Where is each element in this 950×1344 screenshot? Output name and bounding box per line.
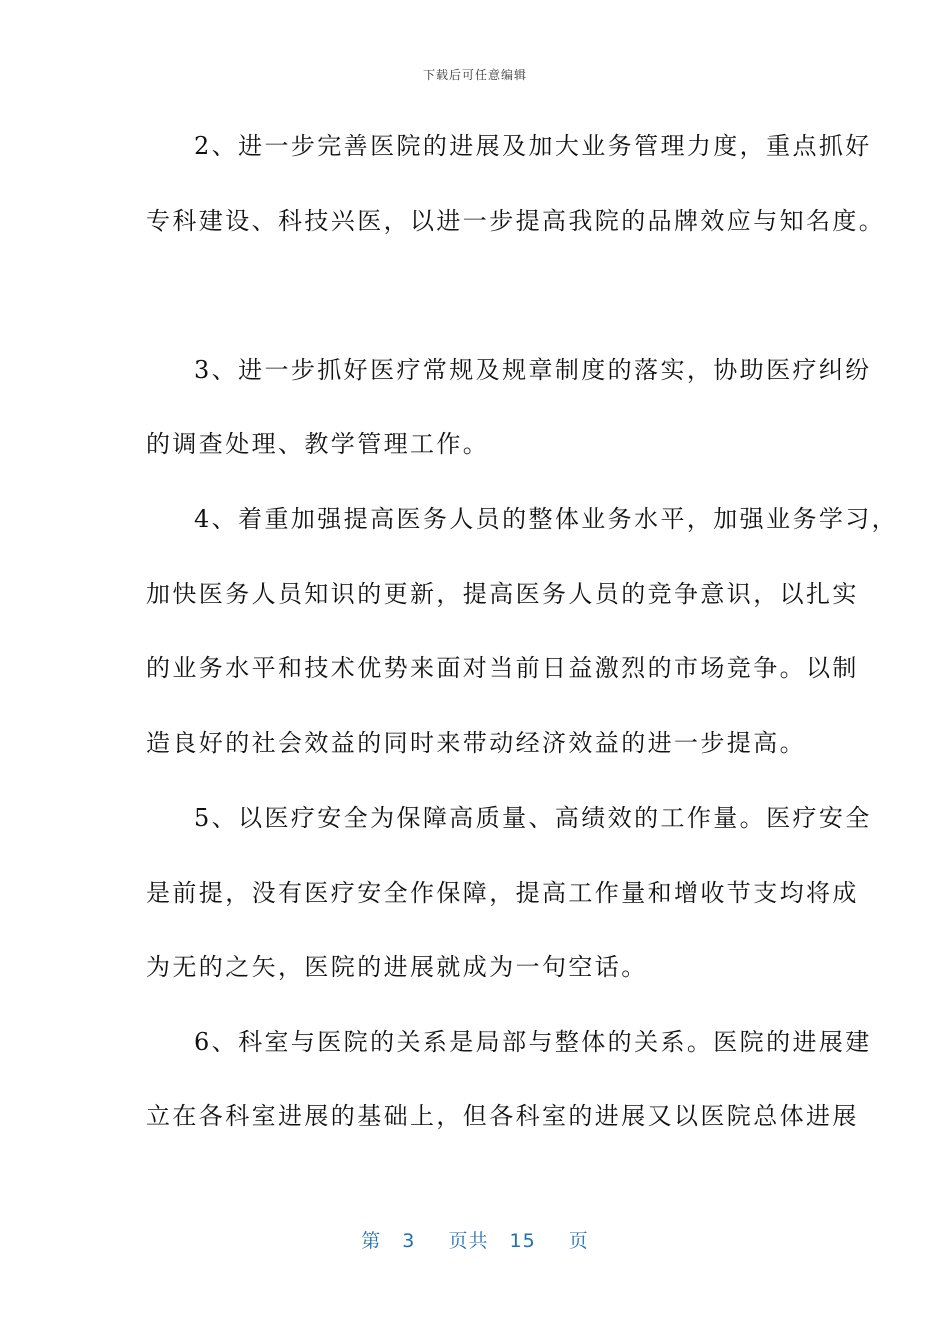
paragraph-4-line-1: 4、着重加强提高医务人员的整体业务水平，加强业务学习，	[194, 505, 899, 533]
paragraph-6-line-2: 立在各科室进展的基础上，但各科室的进展又以医院总体进展	[146, 1102, 859, 1130]
paragraph-4-line-4: 造良好的社会效益的同时来带动经济效益的进一步提高。	[146, 729, 806, 757]
paragraph-5-line-2: 是前提，没有医疗安全作保障，提高工作量和增收节支均将成	[146, 879, 859, 907]
current-page-number: 3	[402, 1230, 416, 1252]
page-prefix: 第	[361, 1230, 382, 1252]
page-footer	[0, 1226, 950, 1253]
paragraph-2-line-2: 专科建设、科技兴医，以进一步提高我院的品牌效应与知名度。	[146, 207, 886, 235]
paragraph-6-line-1: 6、科室与医院的关系是局部与整体的关系。医院的进展建	[194, 1028, 872, 1056]
paragraph-5-line-1: 5、以医疗安全为保障高质量、高绩效的工作量。医疗安全	[194, 804, 872, 832]
total-pages-number: 15	[509, 1230, 536, 1252]
header-note: 下载后可任意编辑	[422, 68, 527, 82]
paragraph-2-line-1: 2、进一步完善医院的进展及加大业务管理力度，重点抓好	[194, 132, 872, 160]
paragraph-4-line-3: 的业务水平和技术优势来面对当前日益激烈的市场竞争。以制	[146, 654, 859, 682]
page-middle-text: 页共	[448, 1230, 489, 1252]
paragraph-5-line-3: 为无的之矢，医院的进展就成为一句空话。	[146, 953, 648, 981]
paragraph-3-line-1: 3、进一步抓好医疗常规及规章制度的落实，协助医疗纠纷	[194, 356, 872, 384]
paragraph-3-line-2: 的调查处理、教学管理工作。	[146, 430, 490, 458]
paragraph-4-line-2: 加快医务人员知识的更新，提高医务人员的竞争意识，以扎实	[146, 580, 859, 608]
page-suffix: 页	[568, 1230, 589, 1252]
